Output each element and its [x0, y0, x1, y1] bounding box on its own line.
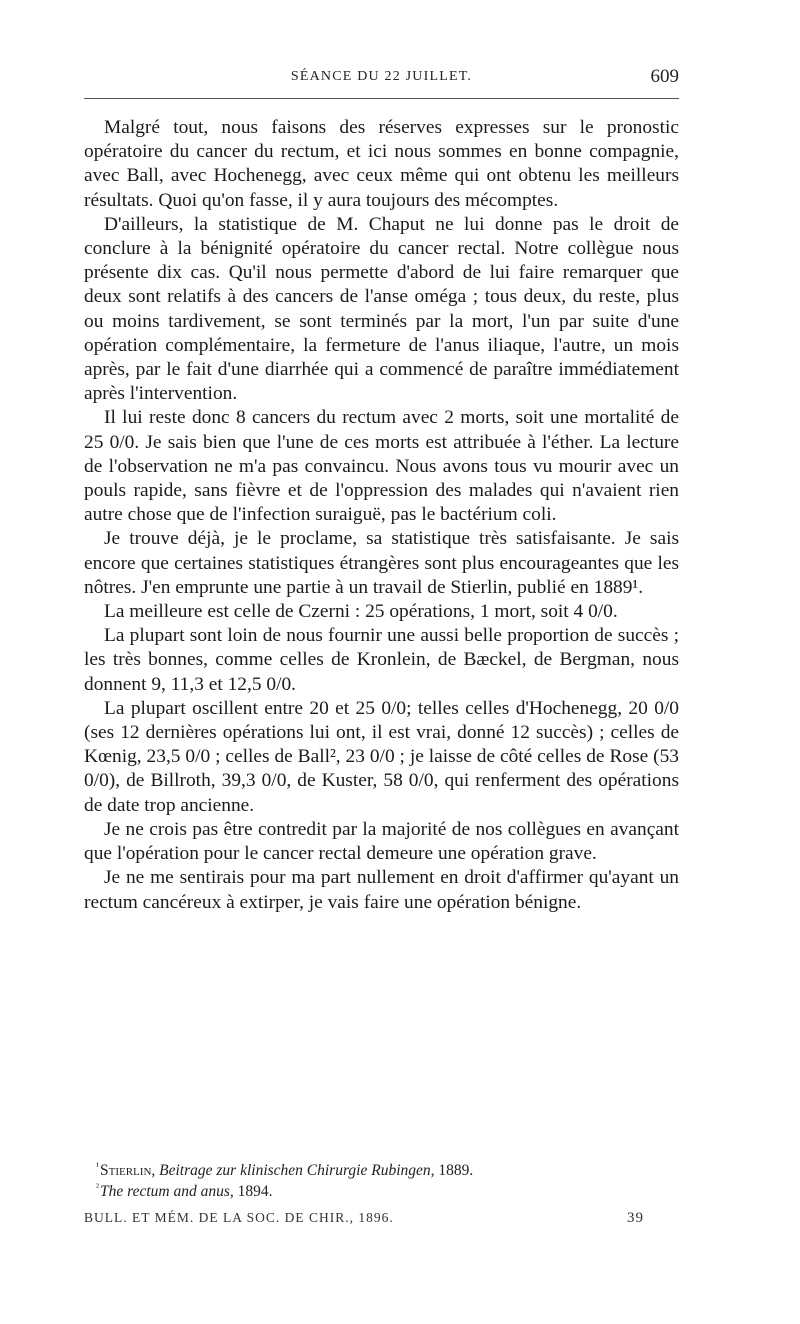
footnote-2	[84, 1181, 679, 1202]
paragraph: Je trouve déjà, je le proclame, sa statistique très satisfaisante. Je sais encore que certaines statistiques étrangères sont plus encourageantes que les nôtres. J'en emprunte une partie à un travail de Stierlin, publié en 1889¹.	[84, 528, 679, 598]
body-text	[84, 116, 679, 915]
page-footer	[84, 1210, 644, 1226]
page-header	[84, 64, 679, 99]
paragraph: La meilleure est celle de Czerni : 25 opérations, 1 mort, soit 4 0/0.	[104, 601, 618, 623]
paragraph: Malgré tout, nous faisons des réserves expresses sur le pronostic opératoire du cancer du rectum, et ici nous sommes en bonne compagnie, avec Ball, avec Hochenegg, avec ceux même qui ont obtenu les meilleurs résultats. Quoi qu'on fasse, il y aura toujours des mécomptes.	[84, 117, 679, 211]
footnotes	[84, 1160, 679, 1202]
journal-reference: BULL. ET MÉM. DE LA SOC. DE CHIR., 1896.	[84, 1210, 394, 1225]
paragraph: La plupart sont loin de nous fournir une aussi belle proportion de succès ; les très bonnes, comme celles de Kronlein, de Bæckel, de Bergman, nous donnent 9, 11,3 et 12,5 0/0.	[84, 625, 679, 695]
signature-mark: 39	[627, 1210, 644, 1226]
paragraph: Je ne crois pas être contredit par la majorité de nos collègues en avançant que l'opération pour le cancer rectal demeure une opération grave.	[84, 818, 679, 865]
footnote-rest: 1894.	[233, 1183, 273, 1200]
footnote-mark: ¹	[96, 1161, 99, 1172]
footnote-title: The rectum and anus,	[100, 1183, 234, 1200]
paragraph: D'ailleurs, la statistique de M. Chaput ne lui donne pas le droit de conclure à la bénignité opératoire du cancer rectal. Notre collègue nous présente dix cas. Qu'il nous permette d'abord de lui faire remarquer que deux sont relatifs à des cancers de l'anse oméga ; tous deux, du reste, plus ou moins tardivement, se sont terminés par la mort, l'un par suite d'une opération complémentaire, la fermeture de l'anus iliaque, l'autre, un mois après, par le fait d'une diarrhée qui a commencé de paraître immédiatement après l'intervention.	[84, 213, 679, 405]
paragraph: Je ne me sentirais pour ma part nullement en droit d'affirmer qu'ayant un rectum cancéreux à extirper, je vais faire une opération bénigne.	[84, 867, 679, 913]
running-title: SÉANCE DU 22 JUILLET.	[290, 69, 473, 84]
footnote-1	[84, 1160, 679, 1181]
paragraph: Il lui reste donc 8 cancers du rectum avec 2 morts, soit une mortalité de 25 0/0. Je sais bien que l'une de ces morts est attribuée à l'éther. La lecture de l'observation ne m'a pas convaincu. Nous avons tous vu mourir avec un pouls rapide, sans fièvre et de l'oppression des malades qui n'avaient rien autre chose que de l'infection suraiguë, pas le bactérium coli.	[84, 407, 679, 526]
footnote-title: Beitrage zur klinischen Chirurgie Rubingen,	[159, 1162, 435, 1179]
page-number: 609	[650, 66, 679, 87]
footnote-rest: 1889.	[434, 1162, 474, 1179]
footnote-author: Stierlin,	[100, 1162, 156, 1179]
paragraph: La plupart oscillent entre 20 et 25 0/0; telles celles d'Hochenegg, 20 0/0 (ses 12 dernières opérations lui ont, il est vrai, donné 12 succès) ; celles de Kœnig, 23,5 0/0 ; celles de Ball², 23 0/0 ; je laisse de côté celles de Rose (53 0/0), de Billroth, 39,3 0/0, de Kuster, 58 0/0, qui renferment des opérations de date trop ancienne.	[84, 697, 679, 816]
footnote-mark: ²	[96, 1182, 99, 1193]
